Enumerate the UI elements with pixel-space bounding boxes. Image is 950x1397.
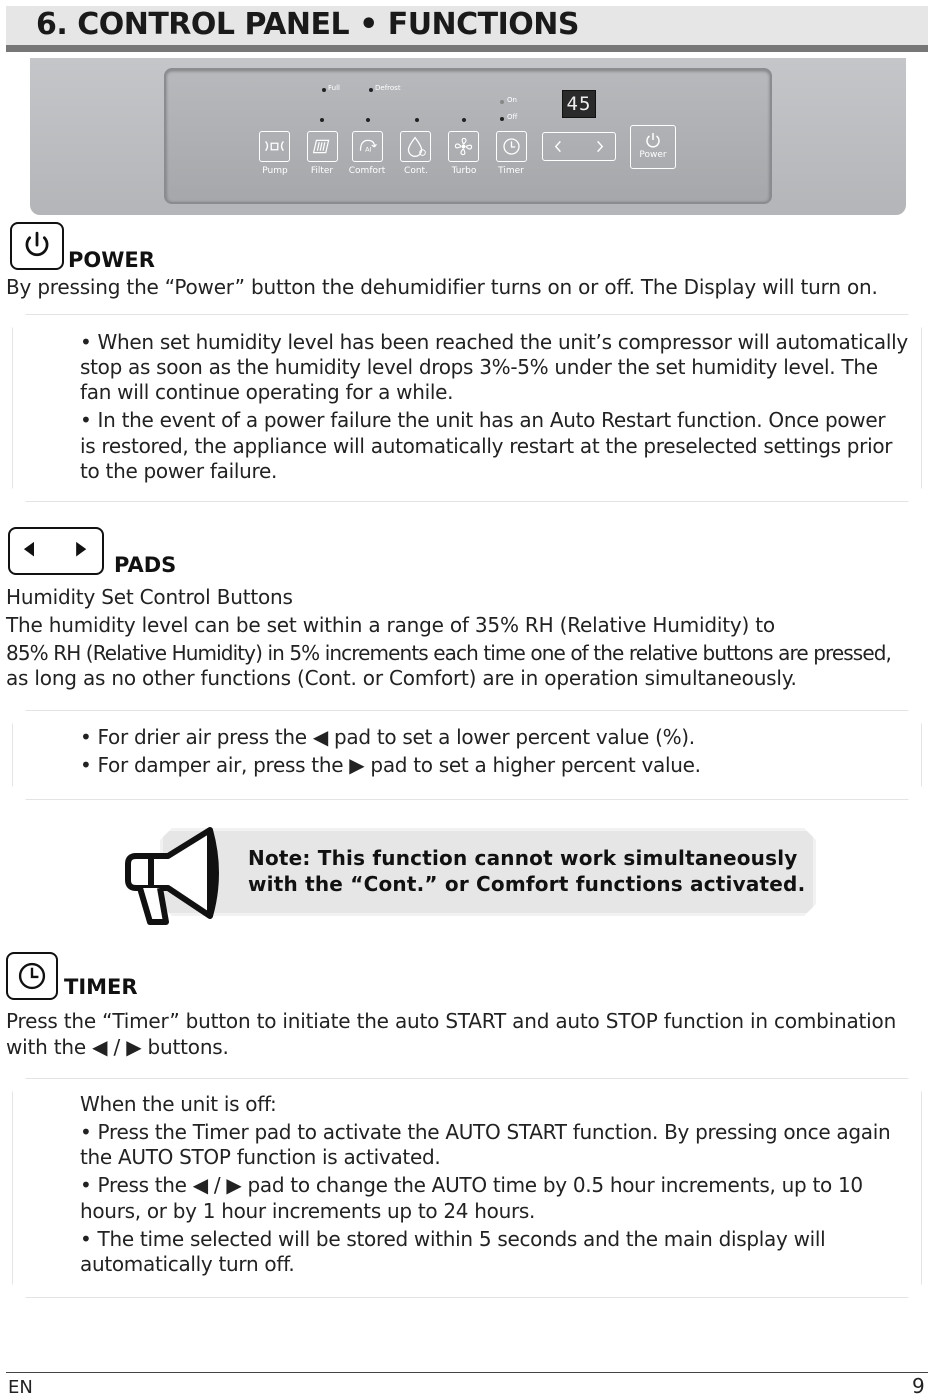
footer-divider bbox=[6, 1372, 928, 1373]
timer-note-line: When the unit is off: bbox=[80, 1092, 277, 1116]
pads-note-line: • For drier air press the ◀ pad to set a lower percent value (%). bbox=[80, 725, 695, 749]
pads-body-line: Humidity Set Control Buttons bbox=[6, 585, 293, 609]
filter-led bbox=[320, 118, 324, 122]
filter-icon bbox=[308, 132, 337, 161]
page-title: 6. CONTROL PANEL • FUNCTIONS bbox=[36, 7, 580, 42]
pump-icon bbox=[260, 132, 289, 161]
humidity-arrow-pads bbox=[542, 132, 616, 161]
on-indicator-label: On bbox=[507, 96, 517, 104]
megaphone-icon bbox=[122, 824, 232, 930]
timer-label: Timer bbox=[498, 166, 524, 176]
pads-heading: PADS bbox=[114, 553, 177, 577]
power-note-line: stop as soon as the humidity level drops 3%-5% under the set humidity level. The bbox=[80, 355, 878, 379]
chevron-left-right-icon bbox=[543, 133, 615, 160]
cont-led bbox=[415, 118, 419, 122]
comfort-icon bbox=[353, 132, 382, 161]
comfort-button bbox=[352, 131, 383, 162]
timer-note-line: • Press the ◀ / ▶ pad to change the AUTO time by 0.5 hour increments, up to 10 bbox=[80, 1173, 863, 1197]
power-icon bbox=[12, 224, 62, 268]
arrow-pads-icon bbox=[10, 529, 102, 573]
timer-panel-button bbox=[496, 131, 527, 162]
pads-body-line: 85% RH (Relative Humidity) in 5% increments each time one of the relative buttons are pressed, bbox=[6, 641, 891, 665]
turbo-label: Turbo bbox=[451, 166, 477, 176]
off-indicator-light bbox=[500, 117, 504, 121]
footer-language: EN bbox=[8, 1377, 33, 1397]
turbo-led bbox=[462, 118, 466, 122]
power-note-line: is restored, the appliance will automatically restart at the preselected settings prior bbox=[80, 434, 893, 458]
page-number: 9 bbox=[912, 1374, 925, 1397]
timer-note-line: automatically turn off. bbox=[80, 1252, 295, 1276]
cont-button bbox=[400, 131, 431, 162]
on-indicator-light bbox=[500, 100, 504, 104]
power-label: Power bbox=[639, 150, 667, 160]
timer-note-line: the AUTO STOP function is activated. bbox=[80, 1145, 441, 1169]
warning-note-line: Note: This function cannot work simultaneously bbox=[248, 846, 798, 870]
power-note-line: to the power failure. bbox=[80, 459, 278, 483]
comfort-led bbox=[366, 118, 370, 122]
comfort-label: Comfort bbox=[348, 166, 386, 176]
filter-label: Filter bbox=[310, 166, 334, 176]
timer-note-line: • The time selected will be stored within 5 seconds and the main display will bbox=[80, 1227, 826, 1251]
defrost-indicator-label: Defrost bbox=[375, 84, 401, 92]
fan-icon bbox=[449, 132, 478, 161]
timer-note-line: • Press the Timer pad to activate the AUTO START function. By pressing once again bbox=[80, 1120, 891, 1144]
pads-body-line: The humidity level can be set within a range of 35% RH (Relative Humidity) to bbox=[6, 613, 775, 637]
power-icon-box bbox=[10, 222, 64, 270]
drop-icon bbox=[401, 132, 430, 161]
pads-note-line: • For damper air, press the ▶ pad to set a higher percent value. bbox=[80, 753, 701, 777]
timer-body-line: Press the “Timer” button to initiate the auto START and auto STOP function in combination bbox=[6, 1009, 897, 1033]
svg-text:AI: AI bbox=[365, 145, 372, 154]
defrost-indicator-light bbox=[369, 88, 373, 92]
pump-label: Pump bbox=[262, 166, 288, 176]
filter-button bbox=[307, 131, 338, 162]
power-description: By pressing the “Power” button the dehumidifier turns on or off. The Display will turn on. bbox=[6, 275, 878, 299]
power-note-line: fan will continue operating for a while. bbox=[80, 380, 454, 404]
power-panel-button bbox=[630, 125, 676, 169]
turbo-button bbox=[448, 131, 479, 162]
timer-heading: TIMER bbox=[64, 975, 138, 999]
power-heading: POWER bbox=[68, 248, 155, 272]
off-indicator-label: Off bbox=[507, 113, 518, 121]
humidity-display: 45 bbox=[562, 90, 596, 118]
power-icon bbox=[644, 131, 662, 149]
power-note-line: • When set humidity level has been reached the unit’s compressor will automatically bbox=[80, 330, 908, 354]
pads-icon-box bbox=[8, 527, 104, 575]
timer-note-line: hours, or by 1 hour increments up to 24 hours. bbox=[80, 1199, 536, 1223]
timer-body-line: with the ◀ / ▶ buttons. bbox=[6, 1035, 229, 1059]
cont-label: Cont. bbox=[404, 166, 428, 176]
pads-body-line: as long as no other functions (Cont. or Comfort) are in operation simultaneously. bbox=[6, 666, 797, 690]
full-indicator-label: Full bbox=[328, 84, 340, 92]
timer-icon-box bbox=[6, 952, 58, 1000]
warning-note-line: with the “Cont.” or Comfort functions activated. bbox=[248, 872, 806, 896]
clock-icon bbox=[8, 954, 56, 998]
power-note-line: • In the event of a power failure the unit has an Auto Restart function. Once power bbox=[80, 408, 886, 432]
clock-icon bbox=[497, 132, 526, 161]
full-indicator-light bbox=[322, 88, 326, 92]
pump-button bbox=[259, 131, 290, 162]
